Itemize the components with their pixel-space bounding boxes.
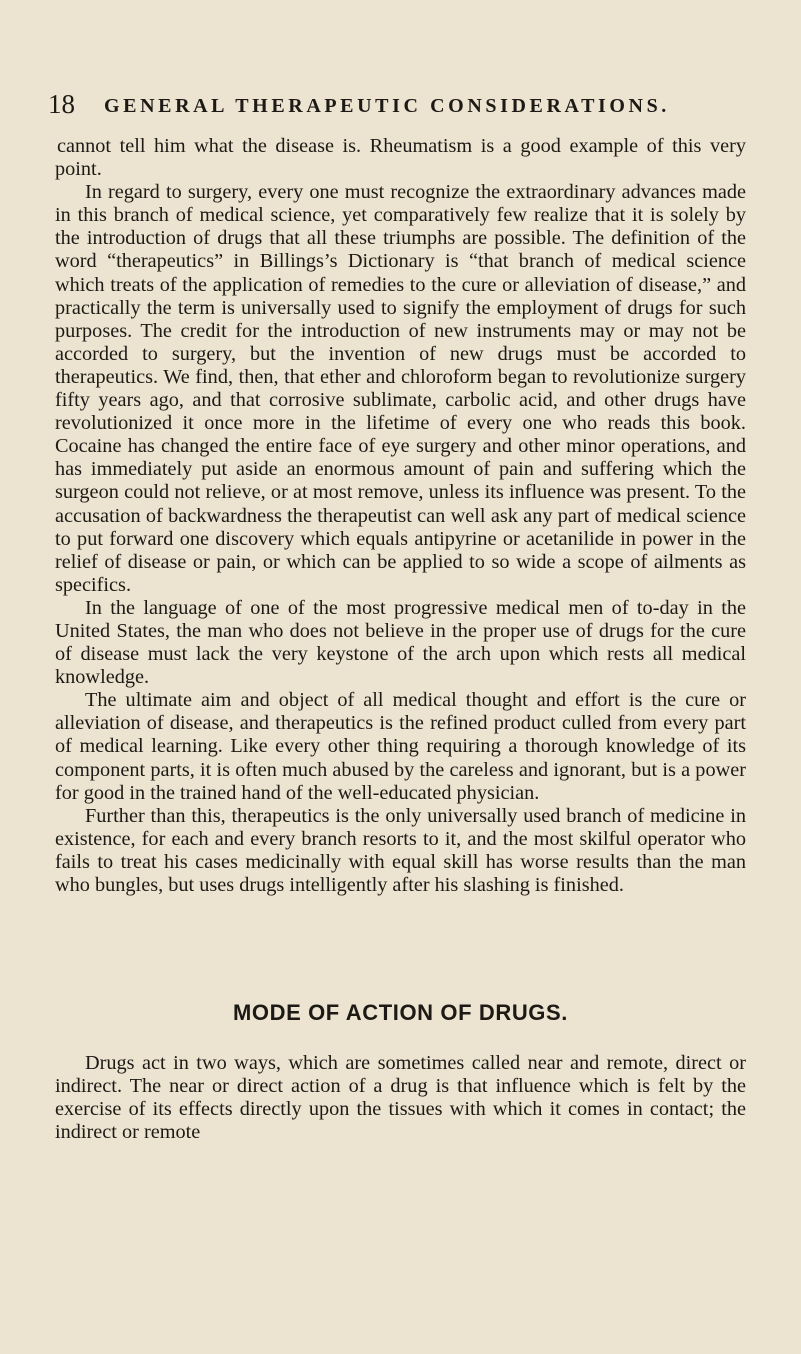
page-number: 18 [48, 89, 75, 119]
body-text [55, 135, 746, 897]
section-body [55, 1052, 746, 1144]
section-heading: MODE OF ACTION OF DRUGS. [232, 1000, 569, 1025]
paragraph-drugs-act: Drugs act in two ways, which are sometimes called near and remote, direct or indirect. The near or direct action of a drug is that influence which is felt by the exercise of its effects directly upon the tissues with which it comes in contact; the indirect or remote [55, 1052, 746, 1144]
paragraph-surgery: In regard to surgery, every one must recognize the extraordinary advances made in this branch of medical science, yet comparatively few realize that it is solely by the introduction of drugs that all these triumphs are possible. The definition of the word “therapeutics” in Billings’s Dictionary is “that branch of medical science which treats of the application of remedies to the cure or alleviation of disease,” and practically the term is universally used to signify the employment of drugs for such purposes. The credit for the introduction of new instruments may or may not be accorded to surgery, but the invention of new drugs must be accorded to therapeutics. We find, then, that ether and chloroform began to revolutionize surgery fifty years ago, and that corrosive sublimate, carbolic acid, and other drugs have revolutionized it once more in the lifetime of every one who reads this book. Cocaine has changed the entire face of eye surgery and other minor operations, and has immediately put aside an enormous amount of pain and suffering which the surgeon could not relieve, or at most remove, unless its influence was present. To the accusation of backwardness the therapeutist can well ask any part of medical science to put forward one discovery which equals antipyrine or acetanilide in power in the relief of disease or pain, or which can be applied to so wide a scope of ailments as specifics. [55, 181, 746, 596]
paragraph-continuation: cannot tell him what the disease is. Rheumatism is a good example of this very point. [55, 135, 746, 181]
paragraph-language: In the language of one of the most progressive medical men of to-day in the United States, the man who does not believe in the proper use of drugs for the cure of disease must lack the very keystone of the arch upon which rests all medical knowledge. [55, 596, 746, 689]
paragraph-further: Further than this, therapeutics is the only universally used branch of medicine in existence, for each and every branch resorts to it, and the most skilful operator who fails to treat his cases medicinally with equal skill has worse results than the man who bungles, but uses drugs intelligently after his slashing is finished. [55, 804, 746, 896]
paragraph-ultimate-aim: The ultimate aim and object of all medical thought and effort is the cure or alleviation of disease, and therapeutics is the refined product culled from every part of medical learning. Like every other thing requiring a thorough knowledge of its component parts, it is often much abused by the careless and ignorant, but is a power for good in the trained hand of the well-educated physician. [55, 689, 746, 804]
running-head [48, 84, 748, 124]
running-title: GENERAL THERAPEUTIC CONSIDERATIONS. [104, 95, 670, 117]
